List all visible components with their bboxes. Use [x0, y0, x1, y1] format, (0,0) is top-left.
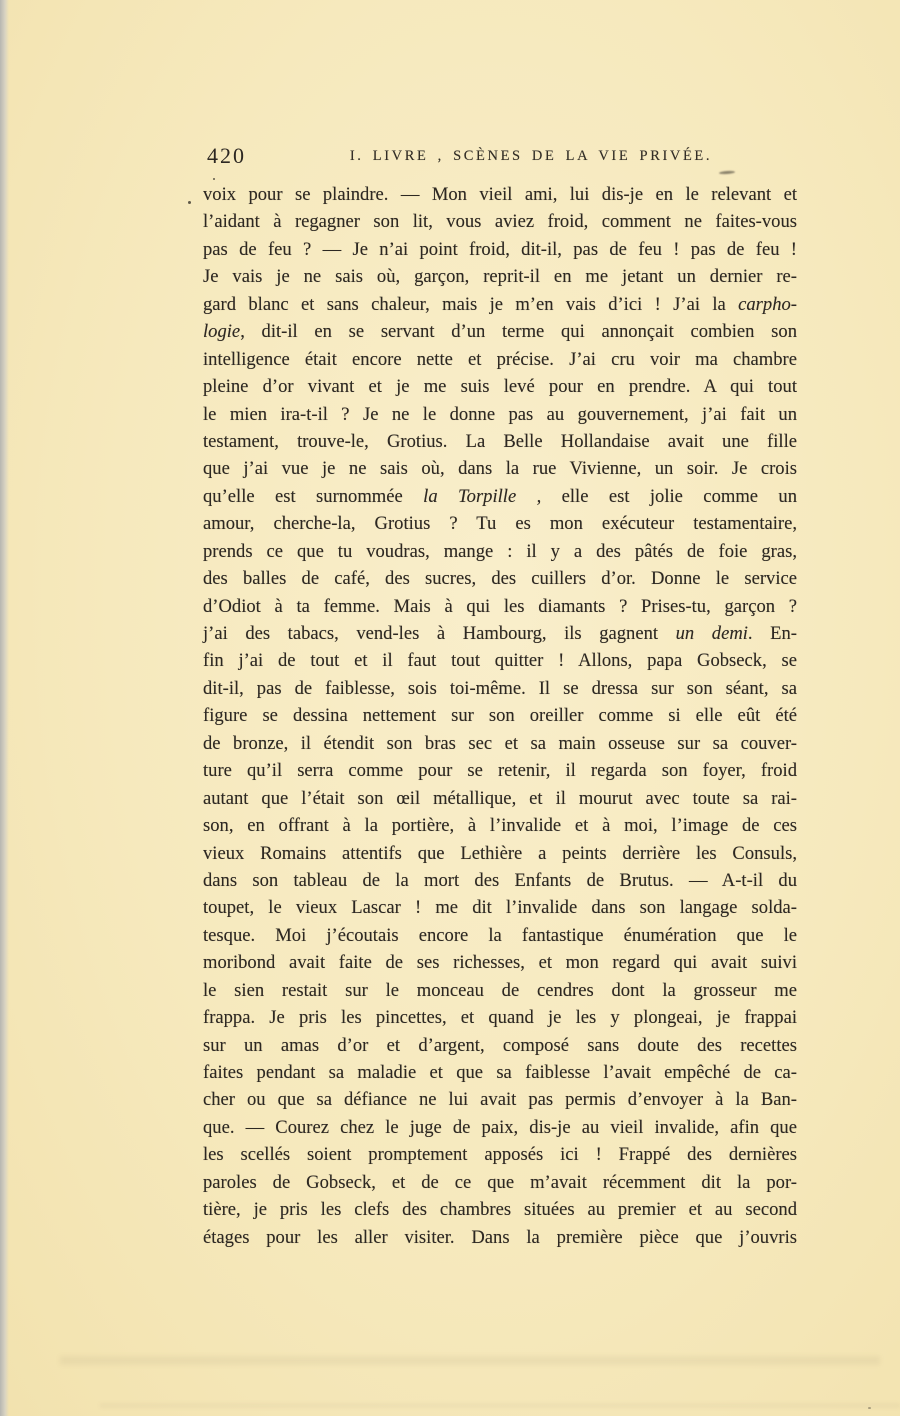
- text-line: amour, cherche-la, Grotius ? Tu es mon exécuteur testamentaire,: [203, 513, 797, 535]
- text-line: des balles de café, des sucres, des cuillers d’or. Donne le service: [203, 568, 797, 590]
- text-line: Je vais je ne sais où, garçon, reprit-il en me jetant un dernier re-: [203, 266, 797, 288]
- text-line: de bronze, il étendit son bras sec et sa main osseuse sur sa couver-: [203, 732, 797, 754]
- text-line: que j’ai vue je ne sais où, dans la rue Vivienne, un soir. Je crois: [203, 458, 797, 480]
- text-line: frappa. Je pris les pincettes, et quand je les y plongeai, je frappai: [203, 1007, 797, 1029]
- text-line: tière, je pris les clefs des chambres situées au premier et au second: [203, 1199, 797, 1221]
- text-line: pas de feu ? — Je n’ai point froid, dit-il, pas de feu ! pas de feu !: [203, 238, 797, 260]
- text-line: autant que l’était son œil métallique, et il mourut avec toute sa rai-: [203, 787, 797, 809]
- text-line: dit-il, pas de faiblesse, sois toi-même. Il se dressa sur son séant, sa: [203, 677, 797, 699]
- scan-edge: [0, 0, 9, 1416]
- text-line: que. — Courez chez le juge de paix, dis-je au vieil invalide, afin que: [203, 1116, 797, 1138]
- ink-speck: [213, 178, 215, 180]
- scan-artifact-band: [60, 1356, 880, 1365]
- text-line: dans son tableau de la mort des Enfants de Brutus. — A-t-il du: [203, 869, 797, 891]
- text-line: son, en offrant à la portière, à l’invalide et à moi, l’image de ces: [203, 815, 797, 837]
- text-line: étages pour les aller visiter. Dans la première pièce que j’ouvris: [203, 1226, 797, 1248]
- text-line: d’Odiot à ta femme. Mais à qui les diamants ? Prises-tu, garçon ?: [203, 595, 797, 617]
- text-line: faites pendant sa maladie et que sa faiblesse l’avait empêché de ca-: [203, 1062, 797, 1083]
- text-line: pleine d’or vivant et je me suis levé pour en prendre. A qui tout: [203, 376, 797, 398]
- text-line: cher ou que sa défiance ne lui avait pas permis d’envoyer à la Ban-: [203, 1089, 797, 1111]
- page-number: 420: [207, 143, 246, 168]
- text-line: gard blanc et sans chaleur, mais je m’en vais d’ici ! J’ai la carpho-: [203, 293, 797, 315]
- text-line: toupet, le vieux Lascar ! me dit l’invalide dans son langage solda-: [203, 897, 797, 919]
- ink-speck: [188, 201, 191, 204]
- text-line: fin j’ai de tout et il faut tout quitter ! Allons, papa Gobseck, se: [203, 650, 797, 672]
- scan-artifact-band: [100, 1403, 900, 1408]
- text-line: paroles de Gobseck, et de ce que m’avait récemment dit la por-: [203, 1171, 797, 1193]
- text-line: logie, dit-il en se servant d’un terme qui annonçait combien son: [203, 321, 797, 343]
- ink-smudge: [719, 170, 735, 174]
- text-line: voix pour se plaindre. — Mon vieil ami, lui dis-je en le relevant et: [203, 184, 797, 205]
- text-line: prends ce que tu voudras, mange : il y a des pâtés de foie gras,: [203, 540, 797, 562]
- running-title: I. LIVRE , SCÈNES DE LA VIE PRIVÉE.: [349, 148, 713, 164]
- text-line: figure se dessina nettement sur son oreiller comme si elle eût été: [203, 705, 797, 727]
- text-line: les scellés soient promptement apposés ici ! Frappé des dernières: [203, 1144, 797, 1166]
- text-block: [203, 181, 797, 1251]
- text-line: qu’elle est surnommée la Torpille , elle est jolie comme un: [203, 485, 798, 507]
- page-header: [203, 143, 799, 177]
- text-line: le mien ira-t-il ? Je ne le donne pas au gouvernement, j’ai fait un: [203, 403, 797, 425]
- text-line: j’ai des tabacs, vend-les à Hambourg, ils gagnent un demi. En-: [203, 623, 797, 644]
- text-line: vieux Romains attentifs que Lethière a peints derrière les Consuls,: [203, 842, 797, 864]
- text-line: sur un amas d’or et d’argent, composé sans doute des recettes: [203, 1034, 797, 1056]
- text-line: ture qu’il serra comme pour se retenir, il regarda son foyer, froid: [203, 760, 797, 782]
- text-line: moribond avait faite de ses richesses, et mon regard qui avait suivi: [203, 952, 797, 974]
- text-line: testament, trouve-le, Grotius. La Belle Hollandaise avait une fille: [203, 430, 797, 452]
- text-line: l’aidant à regagner son lit, vous aviez froid, comment ne faites-vous: [203, 211, 797, 233]
- text-line: intelligence était encore nette et précise. J’ai cru voir ma chambre: [203, 348, 797, 370]
- text-line: tesque. Moi j’écoutais encore la fantastique énumération que le: [203, 924, 797, 946]
- text-line: le sien restait sur le monceau de cendres dont la grosseur me: [203, 979, 797, 1001]
